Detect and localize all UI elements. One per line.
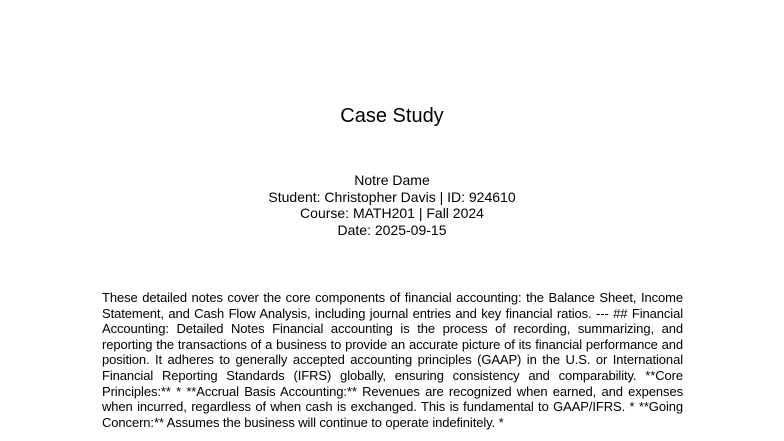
student-line: Student: Christopher Davis | ID: 924610	[268, 188, 516, 205]
document-title: Case Study	[340, 105, 444, 127]
date-line: Date: 2025-09-15	[337, 221, 447, 238]
document-body-paragraph: These detailed notes cover the core components of financial accounting: the Balance Sheet, Income Statement, and Cash Flow Analysis, including journal entries and key financial ratios. --- ## Financial Accounting: Detailed Notes Financial accounting is the process of recording, summarizing, and reporting the transactions of a business to provide an accurate picture of its financial performance and position. It adheres to generally accepted accounting principles (GAAP) in the U.S. or International Financial Reporting Standards (IFRS) globally, ensuring consistency and comparability. **Core Principles:** * **Accrual Basis Accounting:** Revenues are recognized when earned, and expenses when incurred, regardless of when cash is exchanged. This is fundamental to GAAP/IFRS. * **Going Concern:** Assumes the business will continue to operate indefinitely. *	[102, 290, 683, 430]
institution-name: Notre Dame	[354, 172, 430, 188]
document-meta-block	[0, 172, 784, 238]
course-line: Course: MATH201 | Fall 2024	[300, 205, 484, 221]
